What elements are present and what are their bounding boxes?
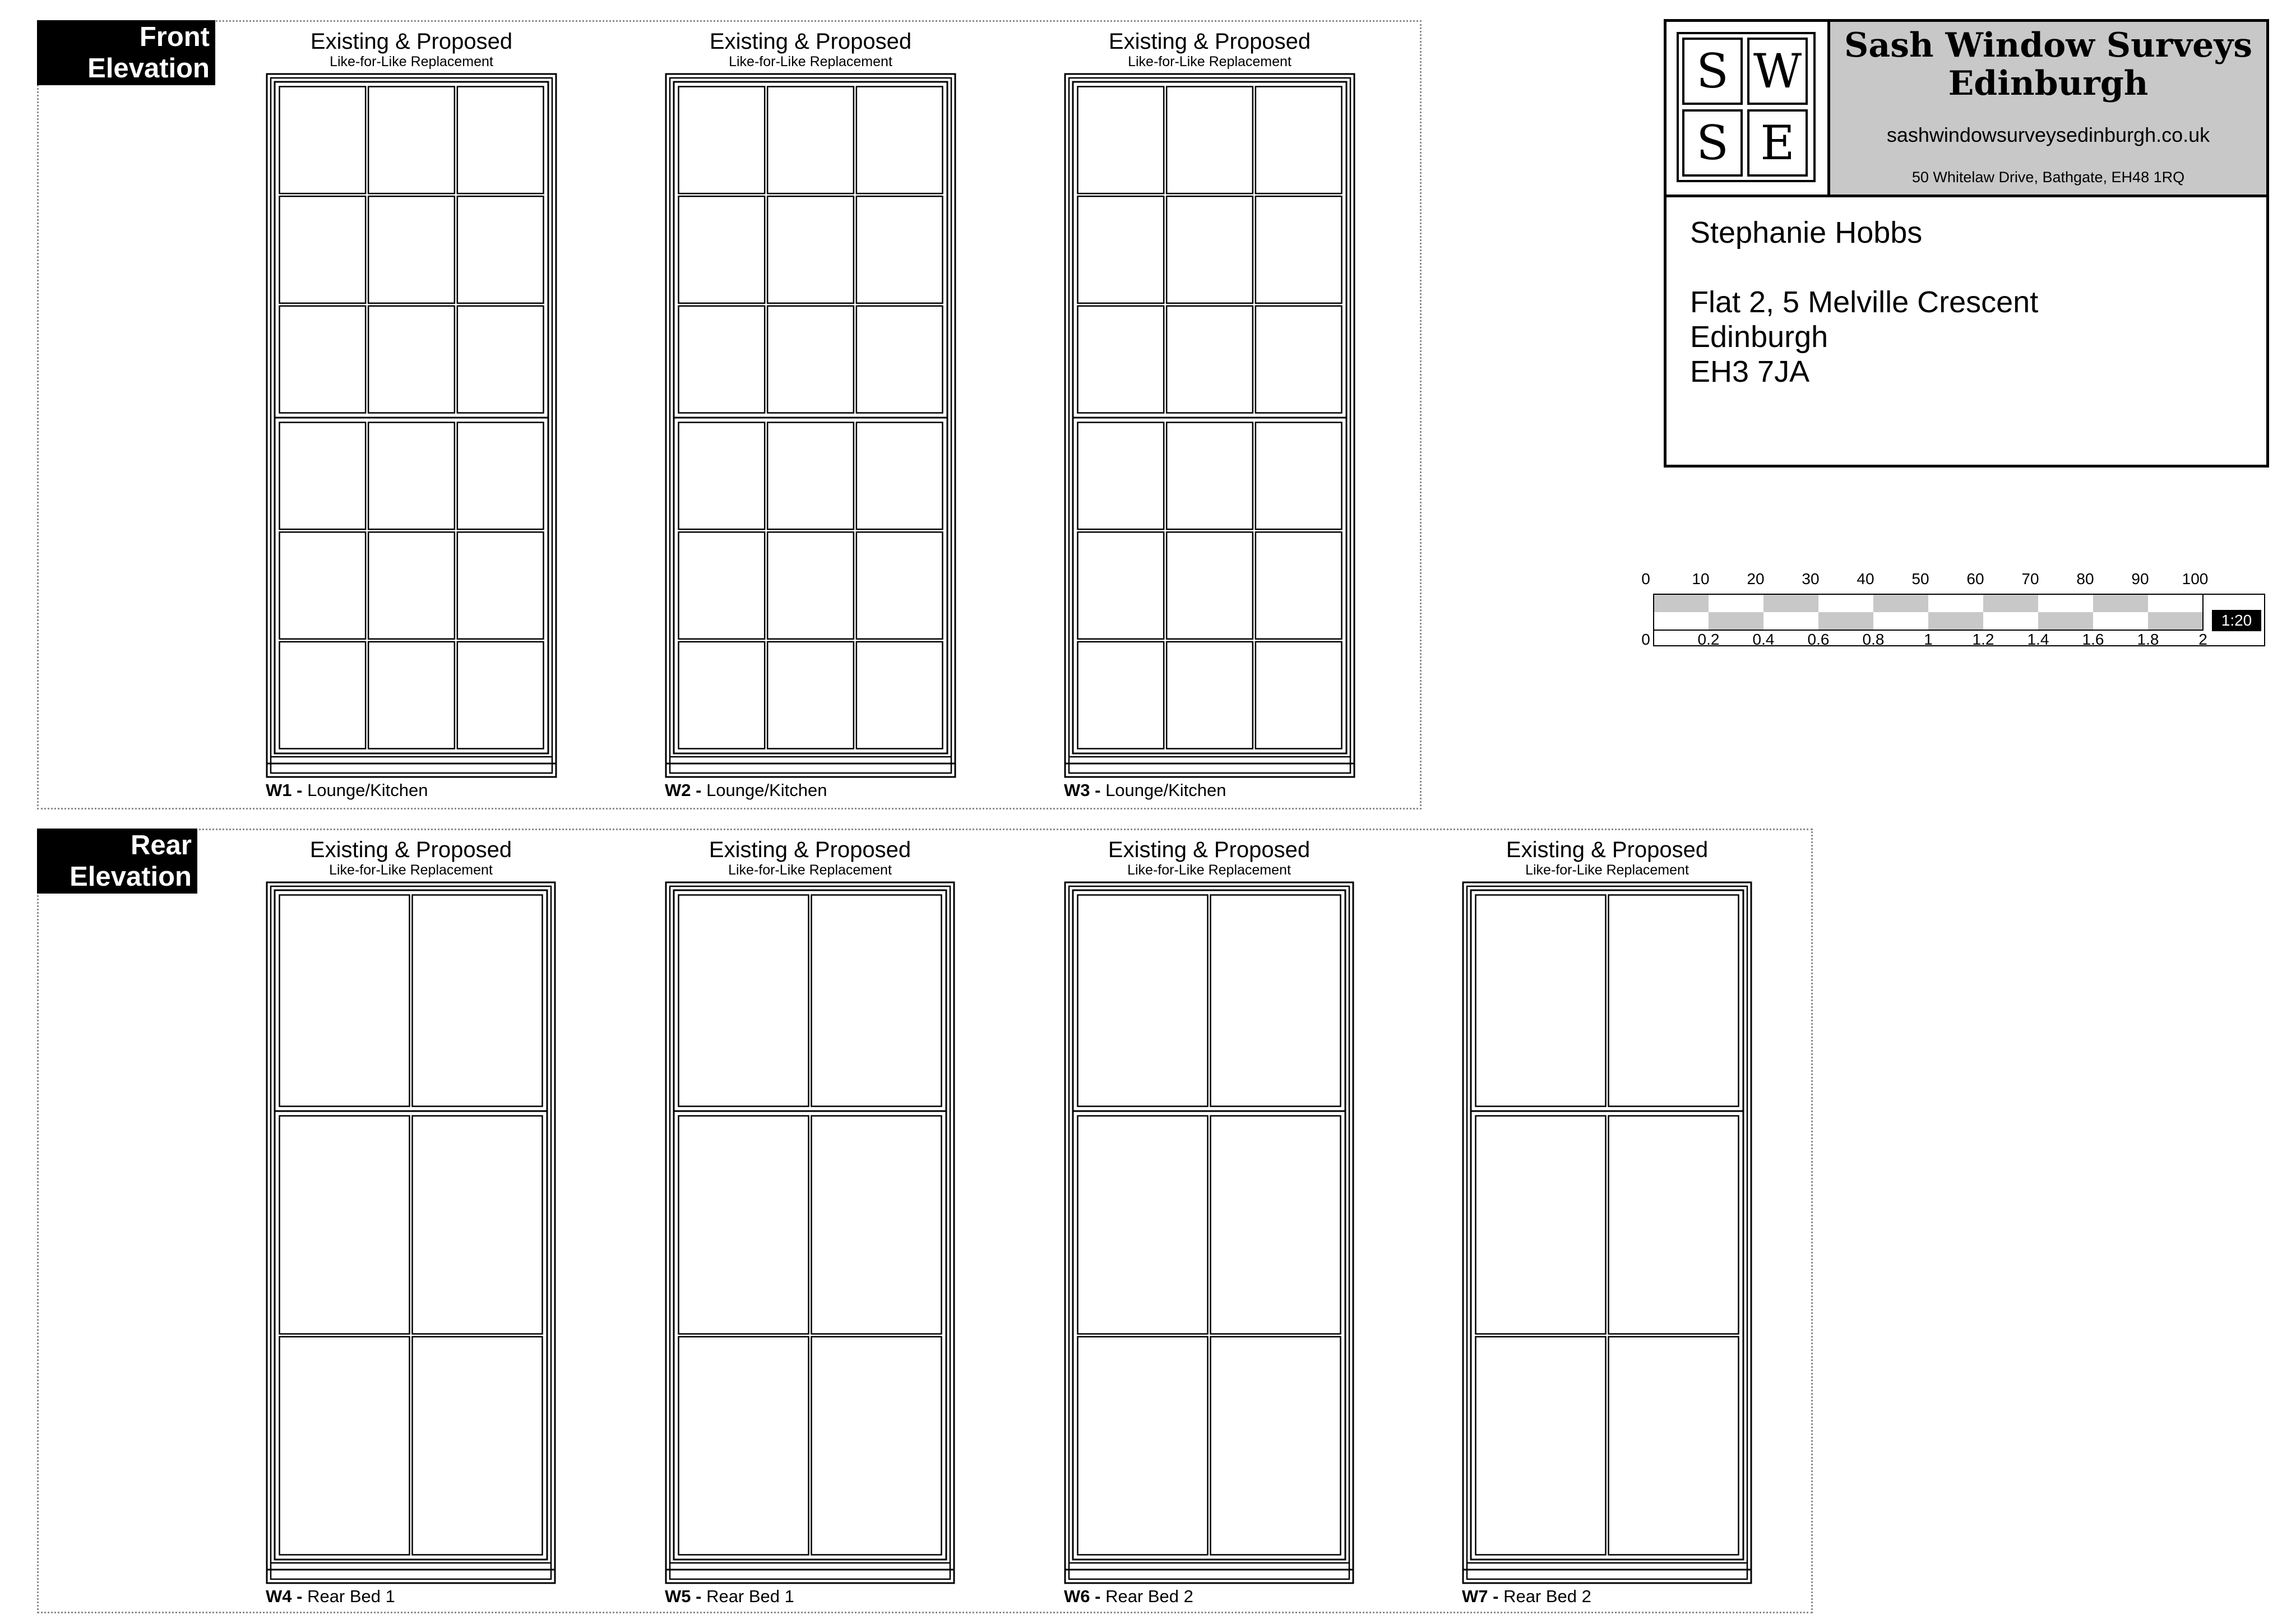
scale-segment-lower bbox=[1709, 612, 1763, 630]
property-address-line3: EH3 7JA bbox=[1690, 355, 1810, 388]
bottom-sash bbox=[1073, 418, 1346, 753]
glass-pane bbox=[457, 196, 544, 303]
front-elevation-label bbox=[37, 20, 215, 85]
window-title: Existing & Proposed bbox=[1506, 838, 1709, 862]
window-outer-frame bbox=[267, 882, 555, 1583]
window-header bbox=[1041, 838, 1377, 878]
scale-segment-lower bbox=[1928, 612, 1983, 630]
glass-pane bbox=[812, 895, 942, 1107]
company-header bbox=[1830, 22, 2266, 197]
scale-segment-upper bbox=[1983, 594, 2038, 612]
window-outer-frame bbox=[666, 882, 954, 1583]
glass-pane bbox=[1166, 642, 1253, 749]
window-elevation-drawing bbox=[1064, 73, 1355, 778]
window-header bbox=[1439, 838, 1775, 878]
window-inner-frame bbox=[271, 886, 551, 1579]
window-room: Lounge/Kitchen bbox=[706, 780, 827, 800]
glass-pane bbox=[1078, 196, 1164, 303]
scale-segment-upper bbox=[1928, 594, 1983, 612]
glass-pane bbox=[457, 423, 544, 530]
window-outer-frame bbox=[267, 74, 556, 777]
window-subtitle: Like-for-Like Replacement bbox=[330, 54, 493, 70]
scale-bottom-tick: 0.6 bbox=[1807, 631, 1830, 648]
scale-top-tick: 100 bbox=[2182, 570, 2209, 587]
scale-segment-lower bbox=[1983, 612, 2038, 630]
window-header bbox=[642, 838, 978, 878]
top-sash bbox=[1073, 82, 1346, 418]
glass-pane bbox=[1078, 895, 1208, 1107]
scale-top-tick: 50 bbox=[1911, 570, 1929, 587]
glass-pane bbox=[457, 532, 544, 639]
logo-letter-s1: S bbox=[1682, 38, 1743, 105]
glass-pane bbox=[368, 642, 455, 749]
scale-segment-lower bbox=[2038, 612, 2093, 630]
client-details bbox=[1690, 215, 2038, 389]
glass-pane bbox=[857, 87, 943, 194]
window-inner-frame bbox=[1069, 78, 1350, 773]
company-name: Sash Window Surveys Edinburgh bbox=[1844, 26, 2252, 103]
glass-pane bbox=[1609, 895, 1739, 1107]
glass-pane bbox=[457, 306, 544, 413]
logo-frame bbox=[1677, 32, 1816, 182]
window-outer-frame bbox=[666, 74, 955, 777]
top-sash bbox=[1471, 890, 1743, 1111]
window-caption bbox=[665, 780, 827, 801]
top-sash bbox=[275, 890, 547, 1111]
rear-label-line2: Elevation bbox=[70, 862, 192, 892]
window-subtitle: Like-for-Like Replacement bbox=[1525, 862, 1689, 878]
glass-pane bbox=[1211, 895, 1341, 1107]
window-subtitle: Like-for-Like Replacement bbox=[1128, 54, 1292, 70]
glass-pane bbox=[857, 196, 943, 303]
scale-top-tick: 30 bbox=[1802, 570, 1820, 587]
window-title: Existing & Proposed bbox=[309, 838, 512, 862]
window-title: Existing & Proposed bbox=[310, 29, 513, 54]
window-id: W3 - bbox=[1064, 780, 1101, 800]
window-room: Rear Bed 2 bbox=[1105, 1586, 1193, 1606]
top-sash bbox=[674, 890, 946, 1111]
scale-top-tick: 80 bbox=[2076, 570, 2094, 587]
window-header bbox=[243, 838, 578, 878]
window-inner-frame bbox=[271, 78, 552, 773]
scale-top-tick: 20 bbox=[1747, 570, 1765, 587]
scale-bottom-tick: 1.8 bbox=[2137, 631, 2159, 648]
glass-pane bbox=[679, 1116, 809, 1334]
window-id: W5 - bbox=[665, 1586, 702, 1606]
window-title: Existing & Proposed bbox=[1108, 838, 1311, 862]
scale-bottom-tick: 1.4 bbox=[2027, 631, 2049, 648]
scale-segment-upper bbox=[1763, 594, 1818, 612]
window-inner-frame bbox=[1467, 886, 1747, 1579]
window-room: Rear Bed 2 bbox=[1503, 1586, 1591, 1606]
window-header bbox=[1041, 29, 1378, 70]
window-id: W6 - bbox=[1064, 1586, 1101, 1606]
property-address-line2: Edinburgh bbox=[1690, 320, 1829, 354]
window-elevation-drawing bbox=[266, 73, 557, 778]
scale-bottom-tick: 1 bbox=[1924, 631, 1933, 648]
glass-pane bbox=[1166, 87, 1253, 194]
glass-pane bbox=[1078, 306, 1164, 413]
glass-pane bbox=[280, 1116, 410, 1334]
scale-bottom-tick: 1.6 bbox=[2082, 631, 2104, 648]
glass-pane bbox=[857, 642, 943, 749]
window-caption bbox=[1064, 780, 1226, 801]
glass-pane bbox=[1078, 532, 1164, 639]
glass-pane bbox=[679, 306, 765, 413]
scale-segment-upper bbox=[2148, 594, 2203, 612]
glass-pane bbox=[368, 306, 455, 413]
glass-pane bbox=[1078, 87, 1164, 194]
glass-pane bbox=[1256, 532, 1342, 639]
scale-top-tick: 40 bbox=[1857, 570, 1874, 587]
glass-pane bbox=[857, 423, 943, 530]
spacer bbox=[1690, 250, 2038, 285]
glass-pane bbox=[679, 1337, 809, 1555]
window-room: Lounge/Kitchen bbox=[1105, 780, 1226, 800]
glass-pane bbox=[1256, 306, 1342, 413]
window-caption bbox=[266, 1586, 395, 1607]
window-caption bbox=[665, 1586, 794, 1607]
glass-pane bbox=[1211, 1337, 1341, 1555]
scale-segment-upper bbox=[1818, 594, 1873, 612]
glass-pane bbox=[280, 895, 410, 1107]
window-elevation-drawing bbox=[1462, 881, 1752, 1584]
window-header bbox=[642, 29, 979, 70]
glass-pane bbox=[679, 642, 765, 749]
glass-pane bbox=[280, 1337, 410, 1555]
glass-pane bbox=[1211, 1116, 1341, 1334]
client-name: Stephanie Hobbs bbox=[1690, 216, 1923, 249]
company-website: sashwindowsurveysedinburgh.co.uk bbox=[1886, 123, 2210, 146]
glass-pane bbox=[1078, 1337, 1208, 1555]
window-title: Existing & Proposed bbox=[709, 29, 912, 54]
glass-pane bbox=[1609, 1337, 1739, 1555]
window-id: W2 - bbox=[665, 780, 702, 800]
front-label-line1: Front bbox=[139, 22, 210, 52]
scale-bottom-tick: 1.2 bbox=[1972, 631, 1994, 648]
scale-bottom-tick: 2 bbox=[2198, 631, 2207, 648]
bottom-sash bbox=[275, 418, 548, 753]
glass-pane bbox=[679, 196, 765, 303]
scale-segment-upper bbox=[1873, 594, 1928, 612]
window-id: W4 - bbox=[266, 1586, 303, 1606]
scale-bottom-tick: 0 bbox=[1641, 631, 1650, 648]
scale-bottom-tick: 0.8 bbox=[1862, 631, 1885, 648]
logo-letter-s2: S bbox=[1682, 109, 1743, 177]
glass-pane bbox=[767, 306, 854, 413]
property-address-line1: Flat 2, 5 Melville Crescent bbox=[1690, 285, 2039, 319]
glass-pane bbox=[767, 196, 854, 303]
scale-segment-lower bbox=[1654, 612, 1709, 630]
bottom-sash bbox=[1073, 1111, 1345, 1560]
window-caption bbox=[266, 780, 428, 801]
glass-pane bbox=[812, 1116, 942, 1334]
scale-top-tick: 10 bbox=[1692, 570, 1710, 587]
scale-segment-lower bbox=[2148, 612, 2203, 630]
top-sash bbox=[674, 82, 947, 418]
glass-pane bbox=[1078, 642, 1164, 749]
scale-segment-lower bbox=[1873, 612, 1928, 630]
glass-pane bbox=[1256, 642, 1342, 749]
glass-pane bbox=[679, 87, 765, 194]
glass-pane bbox=[368, 196, 455, 303]
glass-pane bbox=[368, 532, 455, 639]
scale-segment-upper bbox=[2038, 594, 2093, 612]
glass-pane bbox=[457, 642, 544, 749]
glass-pane bbox=[679, 895, 809, 1107]
glass-pane bbox=[1476, 895, 1606, 1107]
window-caption bbox=[1462, 1586, 1591, 1607]
title-block bbox=[1664, 19, 2269, 468]
scale-ratio-badge: 1:20 bbox=[2212, 610, 2261, 631]
window-id: W1 - bbox=[266, 780, 303, 800]
company-logo bbox=[1667, 22, 1830, 197]
glass-pane bbox=[1256, 87, 1342, 194]
window-outer-frame bbox=[1065, 882, 1353, 1583]
glass-pane bbox=[857, 532, 943, 639]
scale-bottom-tick: 0.4 bbox=[1752, 631, 1775, 648]
window-elevation-drawing bbox=[665, 73, 956, 778]
window-subtitle: Like-for-Like Replacement bbox=[728, 862, 892, 878]
glass-pane bbox=[413, 1337, 543, 1555]
glass-pane bbox=[1256, 196, 1342, 303]
scale-top-tick: 70 bbox=[2021, 570, 2039, 587]
company-address: 50 Whitelaw Drive, Bathgate, EH48 1RQ bbox=[1911, 169, 2185, 186]
window-outer-frame bbox=[1463, 882, 1751, 1583]
window-inner-frame bbox=[1069, 886, 1349, 1579]
scale-segment-upper bbox=[1709, 594, 1763, 612]
glass-pane bbox=[280, 423, 366, 530]
glass-pane bbox=[413, 895, 543, 1107]
logo-letter-e: E bbox=[1747, 109, 1808, 177]
glass-pane bbox=[280, 196, 366, 303]
bottom-sash bbox=[1471, 1111, 1743, 1560]
window-id: W7 - bbox=[1462, 1586, 1499, 1606]
scale-top-tick: 90 bbox=[2131, 570, 2149, 587]
scale-top-tick: 0 bbox=[1641, 570, 1650, 587]
glass-pane bbox=[1166, 532, 1253, 639]
glass-pane bbox=[280, 306, 366, 413]
rear-label-line1: Rear bbox=[131, 830, 192, 860]
window-subtitle: Like-for-Like Replacement bbox=[329, 862, 493, 878]
window-room: Lounge/Kitchen bbox=[307, 780, 428, 800]
glass-pane bbox=[280, 532, 366, 639]
glass-pane bbox=[767, 423, 854, 530]
bottom-sash bbox=[275, 1111, 547, 1560]
scale-top-tick: 60 bbox=[1966, 570, 1984, 587]
glass-pane bbox=[679, 423, 765, 530]
glass-pane bbox=[812, 1337, 942, 1555]
window-outer-frame bbox=[1065, 74, 1354, 777]
glass-pane bbox=[1256, 423, 1342, 530]
glass-pane bbox=[767, 642, 854, 749]
glass-pane bbox=[1609, 1116, 1739, 1334]
glass-pane bbox=[1078, 1116, 1208, 1334]
window-room: Rear Bed 1 bbox=[706, 1586, 794, 1606]
window-caption bbox=[1064, 1586, 1193, 1607]
bottom-sash bbox=[674, 1111, 946, 1560]
top-sash bbox=[275, 82, 548, 418]
rear-elevation-label bbox=[37, 829, 197, 894]
logo-letter-w: W bbox=[1747, 38, 1808, 105]
window-elevation-drawing bbox=[266, 881, 556, 1584]
window-header bbox=[243, 29, 580, 70]
bottom-sash bbox=[674, 418, 947, 753]
glass-pane bbox=[1476, 1337, 1606, 1555]
top-sash bbox=[1073, 890, 1345, 1111]
scale-segment-lower bbox=[1763, 612, 1818, 630]
window-title: Existing & Proposed bbox=[1108, 29, 1311, 54]
glass-pane bbox=[1166, 196, 1253, 303]
window-subtitle: Like-for-Like Replacement bbox=[1127, 862, 1291, 878]
glass-pane bbox=[767, 87, 854, 194]
window-inner-frame bbox=[670, 886, 950, 1579]
glass-pane bbox=[413, 1116, 543, 1334]
glass-pane bbox=[280, 87, 366, 194]
glass-pane bbox=[368, 87, 455, 194]
glass-pane bbox=[280, 642, 366, 749]
scale-segment-lower bbox=[2093, 612, 2148, 630]
glass-pane bbox=[1166, 306, 1253, 413]
glass-pane bbox=[679, 532, 765, 639]
scale-segment-upper bbox=[1654, 594, 1709, 612]
glass-pane bbox=[1078, 423, 1164, 530]
glass-pane bbox=[457, 87, 544, 194]
glass-pane bbox=[857, 306, 943, 413]
window-inner-frame bbox=[670, 78, 951, 773]
window-subtitle: Like-for-Like Replacement bbox=[729, 54, 892, 70]
glass-pane bbox=[368, 423, 455, 530]
window-title: Existing & Proposed bbox=[709, 838, 911, 862]
front-label-line2: Elevation bbox=[87, 53, 210, 84]
glass-pane bbox=[1476, 1116, 1606, 1334]
scale-bar-graphic bbox=[1637, 567, 2270, 657]
window-room: Rear Bed 1 bbox=[307, 1586, 395, 1606]
glass-pane bbox=[767, 532, 854, 639]
scale-segment-upper bbox=[2093, 594, 2148, 612]
window-elevation-drawing bbox=[1064, 881, 1354, 1584]
window-elevation-drawing bbox=[665, 881, 955, 1584]
scale-segment-lower bbox=[1818, 612, 1873, 630]
scale-bottom-tick: 0.2 bbox=[1697, 631, 1720, 648]
glass-pane bbox=[1166, 423, 1253, 530]
